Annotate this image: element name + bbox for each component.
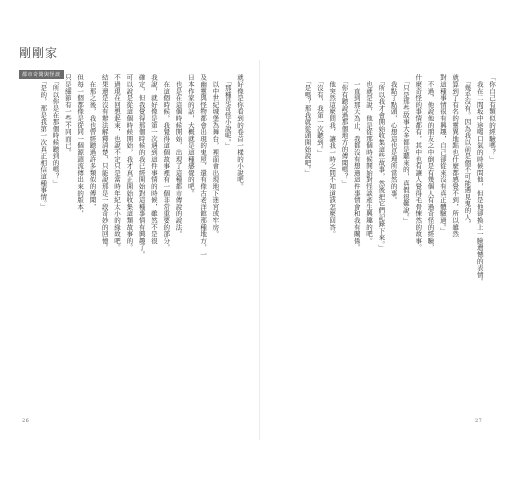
left-page-text — [26, 74, 246, 384]
text-column: 我在二間坂中途喝口氣的時候問他，但是他卻換上一臉遺憾的表情。 — [475, 74, 484, 285]
text-column: 他突然這麼問我，讓我一時之間不知道該怎麼回答。 — [328, 74, 337, 238]
text-column: 「幾乎沒有。因為我以前是個不可能遇見鬼的人， — [463, 74, 472, 228]
text-column: 對這種事情很有興趣，自己卻從來沒有真正體驗過。」 — [438, 74, 447, 234]
text-column: 及幽靈與怪物都會出現的鬼屋，還有像古老洋館那種地方，一 — [199, 74, 208, 258]
text-column: 不過現在回想起來，也說不定只是當時年紀太小的緣故吧。 — [113, 74, 122, 251]
text-column: 結果還是沒有辦法解釋清楚，只能說那是一段奇妙的回憶。 — [100, 74, 109, 251]
text-column: 「是的，那是我第一次真正相信這種事情。」 — [39, 74, 48, 211]
chapter-subtitle-badge: 都市奇聞與怪談 — [19, 70, 64, 79]
text-column: 確定，但我覺得那個時候的我已經開始對這種事情有興趣了。 — [137, 74, 146, 258]
text-column: 我點了點頭，心想這也是理所當然的事。 — [389, 74, 398, 204]
text-column: 一直到那天為止，我都沒有想過這件事情會和我有關係。 — [352, 74, 361, 251]
text-column: 「你有聽說過那個地方的傳聞嗎？」 — [340, 74, 349, 187]
text-column: 「那種是奇怪小說呢。」 — [223, 74, 232, 150]
text-column: 「沒有，我第一次聽到。」 — [315, 74, 324, 156]
text-column: 就算到了有名的靈異地點也什麼都感覺不到，所以雖然 — [451, 74, 460, 238]
text-column: 可以說是從這個時候開始，我才真正開始收集這類故事的。 — [125, 74, 134, 251]
text-column: 日本作家的話，大概就是這種感覺的吧。 — [186, 74, 195, 197]
text-column: 只是細節有一些不同而已。 — [63, 74, 72, 156]
text-column: 「所以我才會開始收集這些故事，然後把它們記錄下來。」 — [377, 74, 386, 252]
text-column: 就好像是你看到的卷首一樣的小說吧。 — [236, 74, 244, 190]
text-column: 也就是說，他是從那個時候開始對怪談產生興趣的吧。 — [365, 74, 374, 244]
text-column: 什麼奇怪的事情都有，其中也有讓人覺得毛骨悚然的故事。 — [414, 74, 423, 251]
book-title: 剛剛家 — [19, 46, 59, 60]
page-number-right: 27 — [475, 418, 483, 424]
page-number-left: 26 — [22, 418, 30, 424]
right-page — [260, 0, 520, 500]
text-column: 「你自己有類似的經驗嗎？」 — [488, 74, 496, 163]
text-column: 「所以你是在那個時候聽到的嗎？」 — [51, 74, 60, 187]
text-column: 在那之後，我也曾經聽過許多類似的傳聞， — [88, 74, 97, 210]
text-column: 我說，就好像是第一次遇到這件事情的時候，雖然不是很 — [149, 74, 158, 244]
right-page-text — [274, 74, 498, 384]
text-column: 以中世紀城堡為舞台，裡面會出現地下迷宮或牢房。 — [211, 74, 220, 238]
text-column: 但每一個都像是從同一個源頭流傳出來的版本， — [76, 74, 85, 217]
text-column: 「是嗎？那我就從頭開始說吧。」 — [303, 74, 312, 177]
text-column: 「只是那些故事大多都是聽來的，真假很難說。」 — [401, 74, 410, 224]
text-column: 也是在這個時候開始，出現了這種都市傳說的說法。 — [174, 74, 183, 238]
text-column: 在這個時候，我覺得這個故事裡有一個非常重要的部分， — [162, 74, 171, 251]
text-column: 不過，他說他的朋友之中倒是有幾個人有過奇怪的經驗， — [426, 74, 435, 251]
